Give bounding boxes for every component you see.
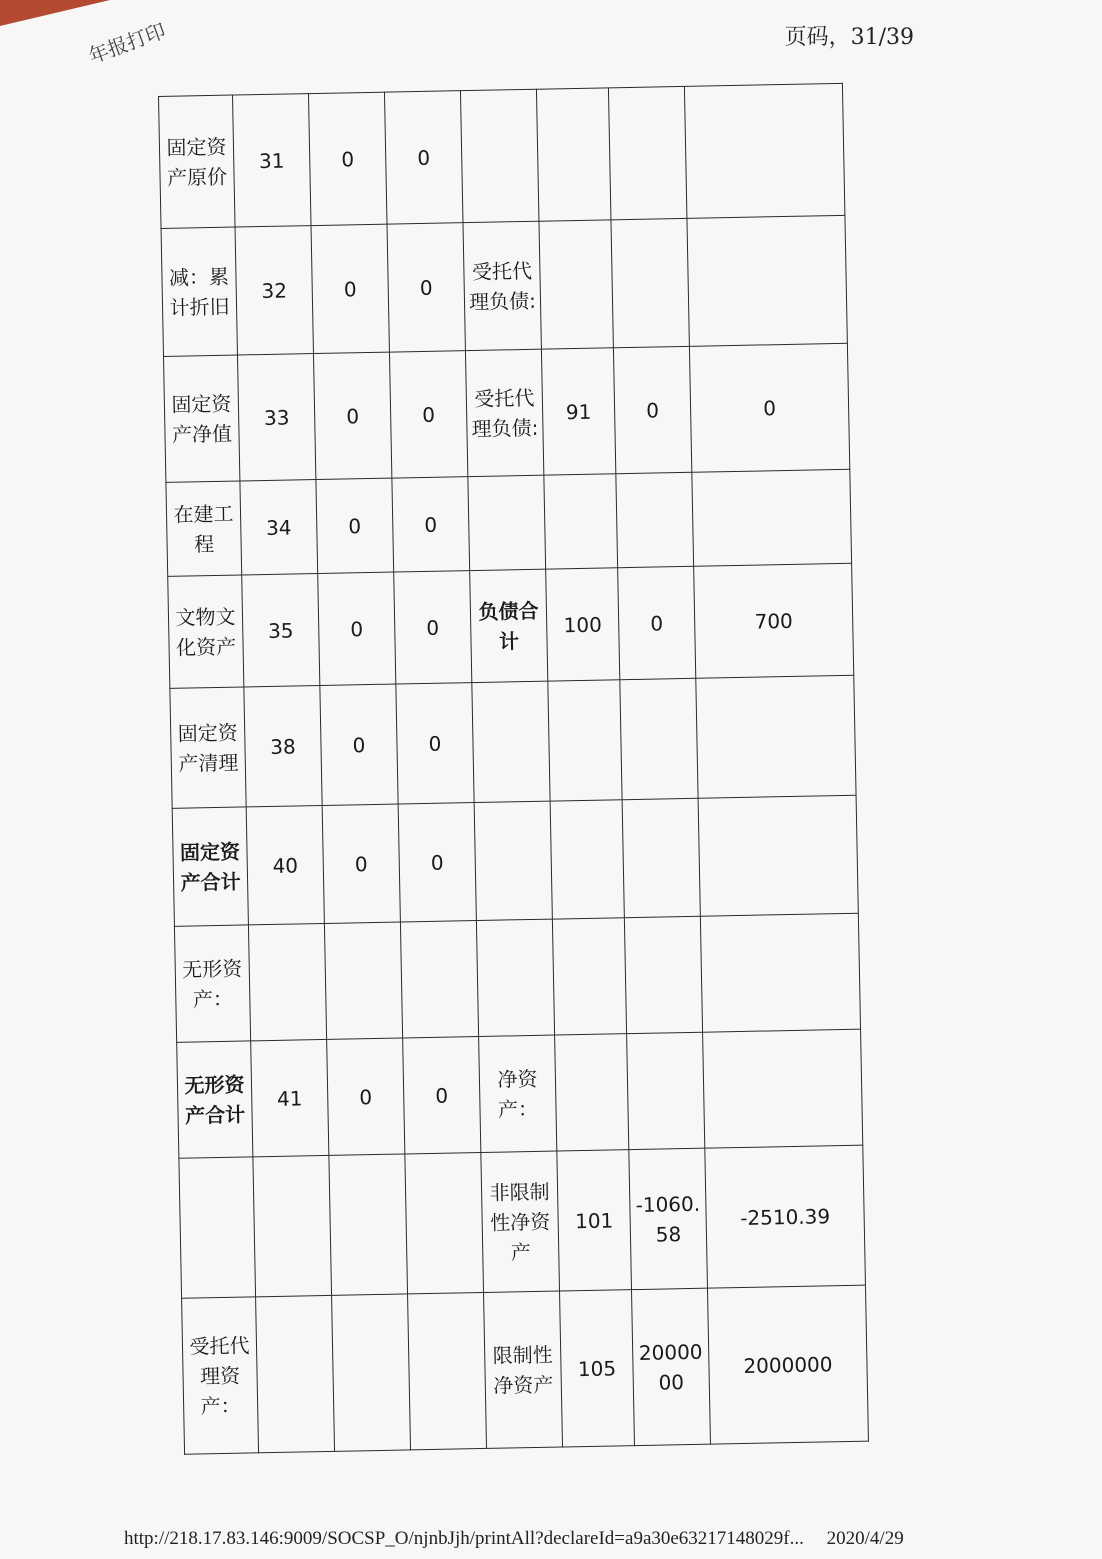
cell-row-number xyxy=(248,923,326,1040)
cell-item-label xyxy=(179,1157,256,1298)
cell-beginning-balance: 0 xyxy=(320,684,398,805)
table-row-accumulated-depreciation xyxy=(161,215,847,356)
cell-row-number: 31 xyxy=(232,94,311,227)
cell-liability-beginning xyxy=(624,916,702,1033)
cell-ending-balance xyxy=(405,1152,484,1293)
cell-beginning-balance: 0 xyxy=(316,478,394,573)
cell-item-label: 固定资产清理 xyxy=(170,687,246,808)
cell-line-number: 101 xyxy=(557,1150,632,1291)
cell-item-label: 固定资产合计 xyxy=(172,807,248,926)
footer-date: 2020/4/29 xyxy=(826,1528,904,1549)
cell-ending-balance xyxy=(400,921,478,1038)
balance-sheet xyxy=(158,83,869,1455)
cell-line-number: 91 xyxy=(541,348,615,475)
cell-beginning-balance xyxy=(324,922,402,1039)
cell-beginning-balance: 0 xyxy=(318,572,396,685)
cell-liability-label xyxy=(472,681,550,802)
cell-line-number xyxy=(539,220,613,349)
cell-ending-balance: 0 xyxy=(387,223,465,352)
cell-row-number: 34 xyxy=(240,480,318,575)
page-number: 页码，31/39 xyxy=(784,25,914,50)
cell-liability-ending xyxy=(687,215,847,346)
table-row-construction-in-progress xyxy=(166,469,852,576)
cell-liability-ending xyxy=(684,83,845,218)
cell-line-number xyxy=(548,680,622,801)
table-row-intangible-assets xyxy=(174,913,860,1042)
cell-liability-ending xyxy=(692,469,852,566)
balance-sheet-table xyxy=(158,83,869,1455)
cell-beginning-balance: 0 xyxy=(311,224,389,353)
cell-item-label: 无形资产： xyxy=(174,925,250,1042)
cell-liability-label: 受托代理负债: xyxy=(463,221,541,350)
cell-liability-label: 非限制性净资产 xyxy=(481,1151,560,1292)
cell-item-label: 固定资产原价 xyxy=(159,95,236,228)
cell-item-label: 减：累计折旧 xyxy=(161,227,237,356)
cell-beginning-balance: 0 xyxy=(313,352,391,479)
cell-beginning-balance: 0 xyxy=(308,92,387,225)
cell-row-number: 38 xyxy=(244,686,322,807)
cell-item-label: 受托代理资产： xyxy=(182,1297,259,1454)
table-row-fixed-asset-original-value xyxy=(159,83,845,228)
cell-liability-label xyxy=(476,919,554,1036)
cell-liability-ending: 700 xyxy=(694,563,854,678)
cell-line-number xyxy=(555,1034,629,1151)
cell-line-number xyxy=(544,474,618,569)
cell-ending-balance: 0 xyxy=(403,1037,481,1154)
cell-liability-beginning xyxy=(620,678,698,799)
cell-ending-balance: 0 xyxy=(392,477,470,572)
cell-item-label: 无形资产合计 xyxy=(177,1041,253,1158)
cell-liability-ending xyxy=(696,675,856,798)
cell-line-number: 100 xyxy=(546,568,620,681)
cell-ending-balance: 0 xyxy=(394,571,472,684)
cell-item-label: 在建工程 xyxy=(166,481,242,576)
cell-liability-beginning: 0 xyxy=(618,566,696,679)
table-row-fixed-asset-net-value xyxy=(164,343,850,482)
cell-liability-label xyxy=(468,475,546,570)
cell-liability-ending: 2000000 xyxy=(707,1285,868,1444)
cell-liability-beginning xyxy=(616,472,694,567)
table-row-cultural-relic-assets xyxy=(168,563,854,688)
cell-row-number: 35 xyxy=(242,574,320,687)
print-header-label: 年报打印 xyxy=(85,18,169,69)
footer-url: http://218.17.83.146:9009/SOCSP_O/njnbJjh/printAll?declareId=a9a30e63217148029f... xyxy=(124,1528,804,1549)
cell-liability-beginning xyxy=(611,218,689,347)
cell-beginning-balance xyxy=(329,1154,408,1295)
cell-beginning-balance: 0 xyxy=(327,1038,405,1155)
cell-liability-ending: 0 xyxy=(689,343,849,472)
cell-row-number: 40 xyxy=(246,805,324,924)
footer xyxy=(124,1528,904,1550)
cell-row-number: 41 xyxy=(251,1039,329,1156)
cell-liability-beginning xyxy=(608,86,687,219)
cell-line-number xyxy=(552,918,626,1035)
cell-row-number: 32 xyxy=(235,226,313,355)
cell-beginning-balance: 0 xyxy=(322,804,400,923)
cell-ending-balance xyxy=(408,1292,487,1449)
cell-row-number: 33 xyxy=(237,354,315,481)
cell-ending-balance: 0 xyxy=(396,683,474,804)
cell-liability-ending: -2510.39 xyxy=(705,1145,866,1288)
cell-row-number xyxy=(253,1155,332,1296)
cell-liability-ending xyxy=(700,913,860,1032)
cell-row-number xyxy=(256,1295,335,1452)
cell-liability-label xyxy=(474,801,552,920)
cell-liability-beginning: 2000000 xyxy=(632,1288,711,1445)
cell-ending-balance: 0 xyxy=(389,351,467,478)
cell-liability-label: 净资产： xyxy=(479,1035,557,1152)
cell-line-number xyxy=(536,88,611,221)
cell-liability-label: 限制性净资产 xyxy=(484,1291,563,1448)
cell-line-number xyxy=(550,800,624,919)
cell-ending-balance: 0 xyxy=(384,91,463,224)
cell-liability-beginning: -1060.58 xyxy=(629,1148,708,1289)
cell-liability-beginning: 0 xyxy=(613,346,691,473)
cell-liability-label xyxy=(460,89,539,222)
cell-item-label: 文物文化资产 xyxy=(168,575,244,688)
table-row-unrestricted-net-assets xyxy=(179,1145,866,1298)
cell-liability-label: 受托代理负债: xyxy=(465,349,543,476)
cell-line-number: 105 xyxy=(560,1290,635,1447)
table-row-fixed-asset-liquidation xyxy=(170,675,856,808)
table-row-intangible-assets-total xyxy=(177,1029,863,1158)
cell-liability-ending xyxy=(698,795,858,916)
table-row-fixed-assets-total xyxy=(172,795,858,926)
cell-liability-beginning xyxy=(627,1032,705,1149)
cell-liability-label: 负债合计 xyxy=(470,569,548,682)
corner-decoration xyxy=(0,0,110,26)
table-row-entrusted-agency-assets xyxy=(182,1285,869,1454)
cell-liability-ending xyxy=(703,1029,863,1148)
cell-liability-beginning xyxy=(622,798,700,917)
cell-beginning-balance xyxy=(332,1294,411,1451)
cell-ending-balance: 0 xyxy=(398,803,476,922)
cell-item-label: 固定资产净值 xyxy=(164,355,240,482)
